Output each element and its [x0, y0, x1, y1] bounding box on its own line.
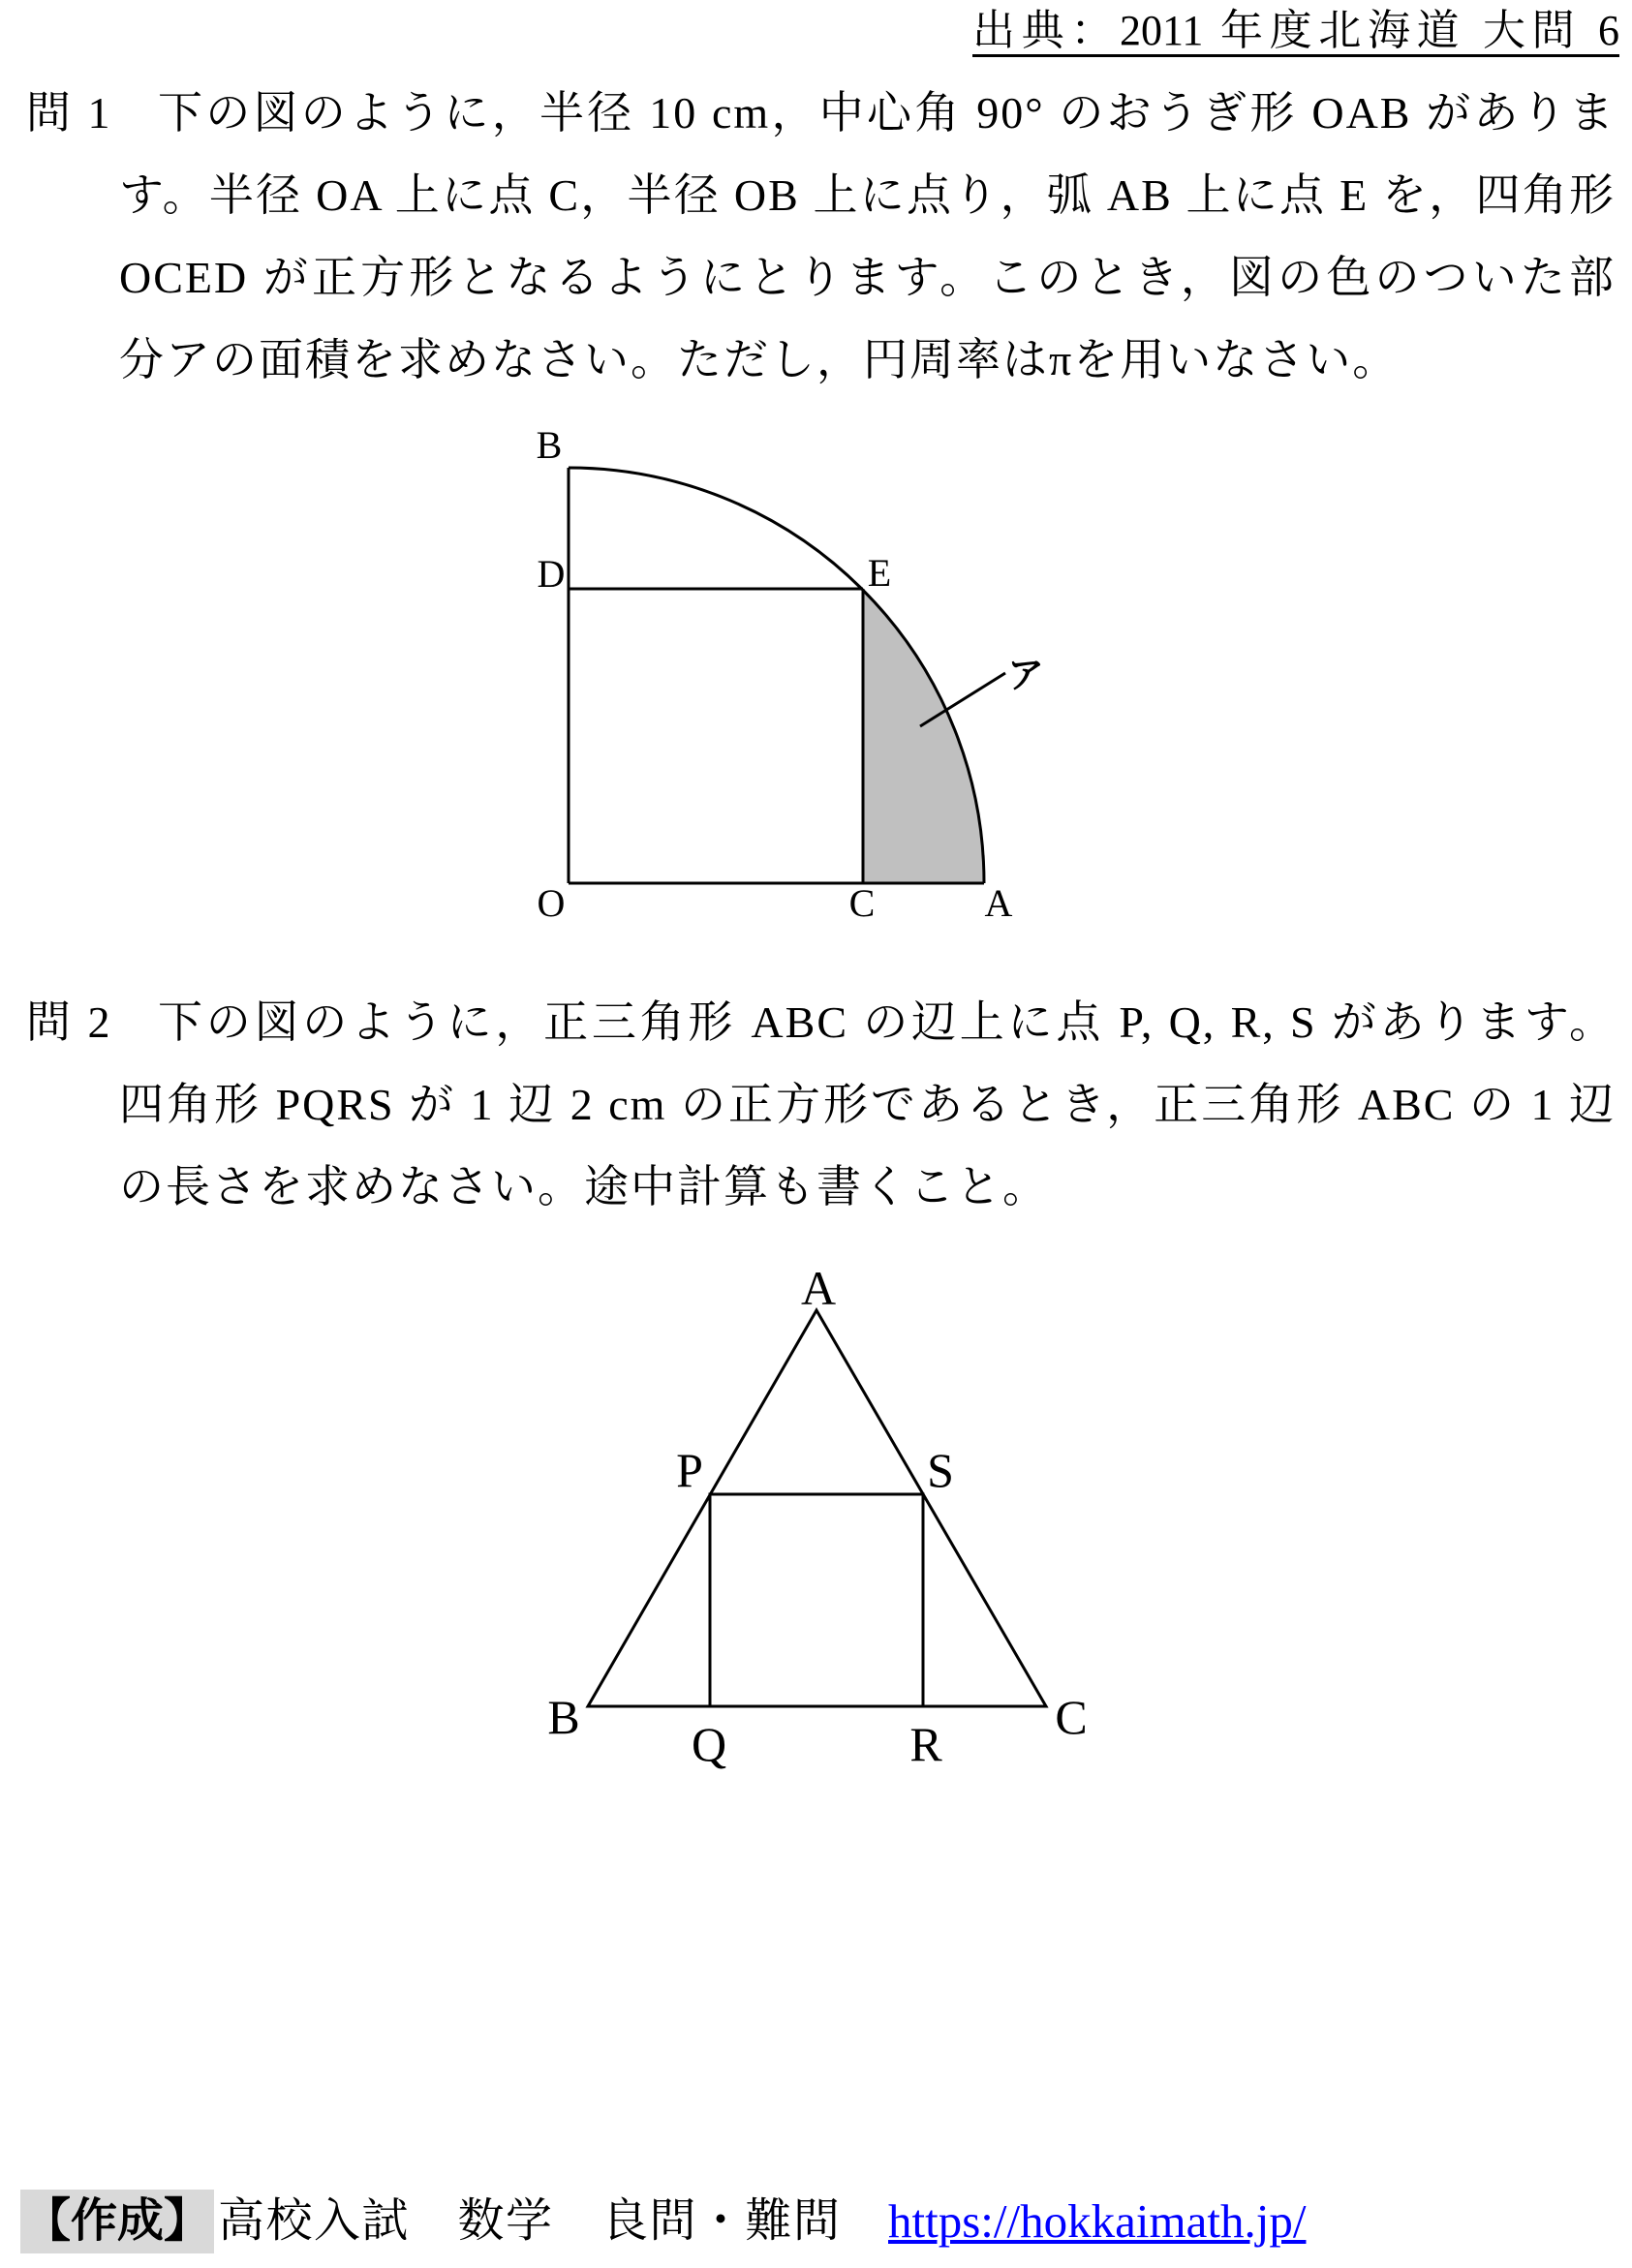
label-c: C: [1055, 1690, 1088, 1744]
question-1-line-2: す。半径 OA 上に点 C，半径 OB 上に点り，弧 AB 上に点 E を，四角形: [119, 170, 1616, 220]
question-1-label: 問 1: [26, 88, 110, 138]
figure-2-triangle: [547, 1261, 1087, 1771]
label-shaded-a: ア: [1006, 654, 1045, 696]
label-b: B: [547, 1690, 580, 1744]
label-p: P: [676, 1443, 703, 1497]
question-1-line-3: OCED が正方形となるようにとります。このとき，図の色のついた部: [119, 253, 1616, 302]
footer-site-title: 高校入試 数学 良問・難問: [218, 2195, 842, 2247]
source-citation: 出典：2011 年度北海道 大問 6: [972, 8, 1619, 57]
figure-1-sector: [537, 423, 1044, 925]
label-a: A: [800, 1261, 837, 1315]
label-e: E: [867, 551, 892, 595]
question-1-line-4: 分アの面積を求めなさい。ただし，円周率はπを用いなさい。: [119, 335, 1400, 384]
label-c: C: [848, 881, 876, 925]
triangle-abc: [588, 1310, 1046, 1706]
question-1-line-1: 下の図のように，半径 10 cm，中心角 90° のおうぎ形 OAB がありま: [158, 88, 1616, 138]
question-2-label: 問 2: [26, 997, 110, 1047]
label-o: O: [537, 881, 566, 925]
question-2-line-3: の長さを求めなさい。途中計算も書くこと。: [119, 1162, 1049, 1211]
question-2-line-1: 下の図のように，正三角形 ABC の辺上に点 P, Q, R, S があります。: [158, 997, 1616, 1047]
label-r: R: [909, 1717, 942, 1771]
site-link[interactable]: https://hokkaimath.jp/: [888, 2194, 1307, 2248]
label-d: D: [537, 552, 566, 596]
square-pqrs: [710, 1494, 923, 1706]
author-badge: 【作成】: [20, 2190, 214, 2253]
question-2-line-2: 四角形 PQRS が 1 辺 2 cm の正方形であるとき，正三角形 ABC の 1 辺: [119, 1080, 1616, 1129]
label-q: Q: [691, 1717, 727, 1771]
label-b: B: [536, 423, 563, 467]
label-a: A: [984, 881, 1013, 925]
shaded-region-a: [863, 589, 984, 883]
label-s: S: [927, 1443, 954, 1497]
